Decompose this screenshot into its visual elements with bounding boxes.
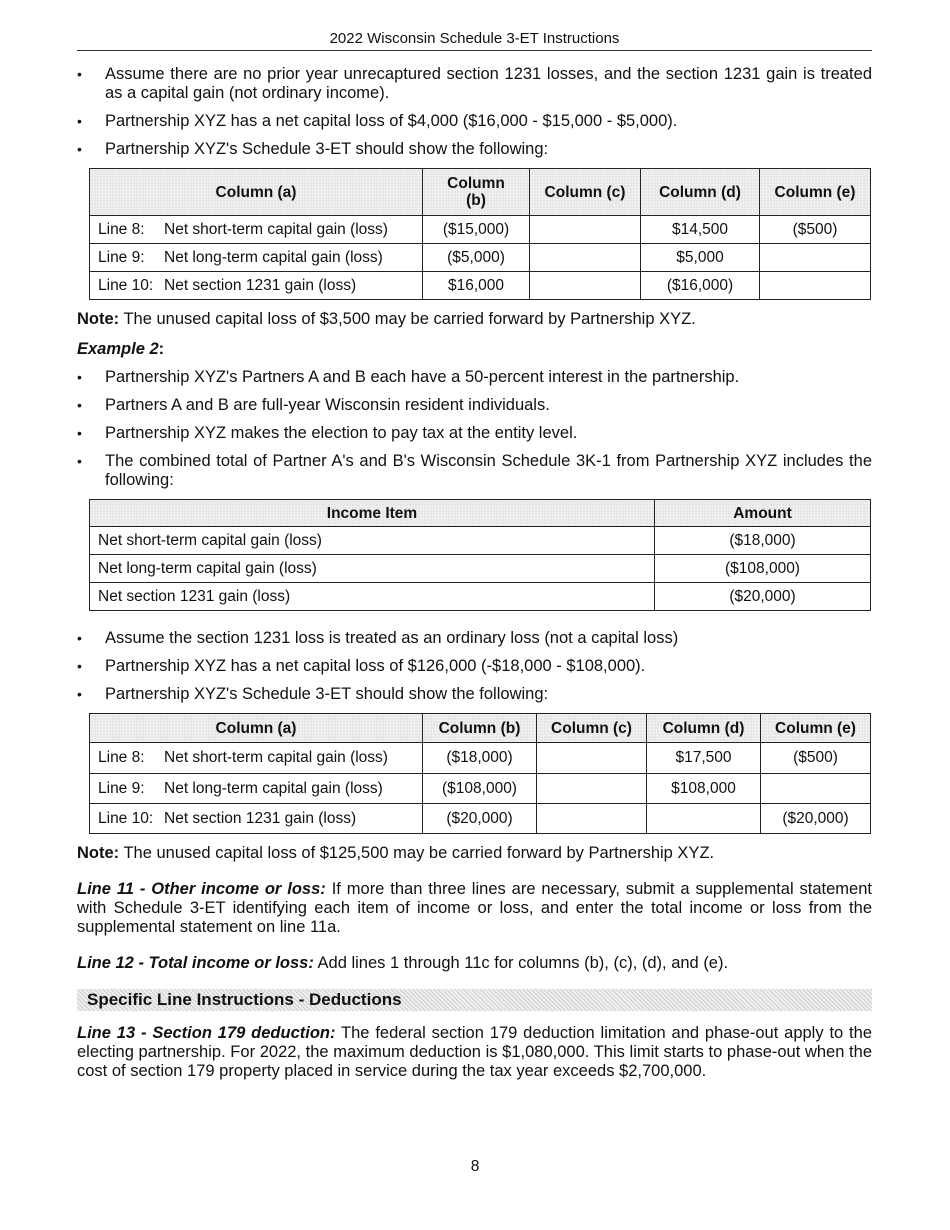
list-item: • Partners A and B are full-year Wisconsin resident individuals. [77,396,872,415]
list-item: • Partnership XYZ's Schedule 3-ET should show the following: [77,685,872,704]
line-13-paragraph: Line 13 - Section 179 deduction: The federal section 179 deduction limitation and phase-out apply to the electing partnership. For 2022, the maximum deduction is $1,080,000. This limit starts to phase-out when the cost of section 179 property placed in service during the tax year exceeds $2,700,000. [77,1024,872,1080]
table-row [90,527,871,555]
table-row [90,583,871,611]
value-cell: ($18,000) [423,743,537,774]
line-cell: Line 8: Net short-term capital gain (loss) [90,216,423,244]
value-cell [761,774,871,804]
schedule-table-example-2 [89,713,871,834]
value-cell [537,743,647,774]
amount-cell: ($20,000) [655,583,871,611]
income-item-table [89,499,871,611]
schedule-table-example-1 [89,168,871,300]
line-cell: Line 9: Net long-term capital gain (loss) [90,244,423,272]
list-item: • Partnership XYZ makes the election to pay tax at the entity level. [77,424,872,443]
value-cell: ($500) [761,743,871,774]
value-cell [530,272,641,300]
line-cell: Line 8: Net short-term capital gain (loss) [90,743,423,774]
column-header: Column (d) [647,714,761,743]
value-cell: $16,000 [423,272,530,300]
value-cell: ($20,000) [761,804,871,834]
list-item: • The combined total of Partner A's and B's Wisconsin Schedule 3K-1 from Partnership XYZ includes the following: [77,452,872,490]
list-item: • Partnership XYZ has a net capital loss of $126,000 (-$18,000 - $108,000). [77,657,872,676]
bullet-list-3 [77,629,872,704]
column-header: Column (e) [760,169,871,216]
column-header: Column (b) [423,714,537,743]
column-header: Column (c) [537,714,647,743]
bullet-list-2 [77,368,872,490]
line-12-paragraph: Line 12 - Total income or loss: Add lines 1 through 11c for columns (b), (c), (d), and (e). [77,954,729,972]
column-header: Column (e) [761,714,871,743]
item-cell: Net long-term capital gain (loss) [90,555,655,583]
table-row [90,272,871,300]
table-row [90,555,871,583]
table-row [90,774,871,804]
column-header: Column (b) [423,169,530,216]
list-item: • Assume the section 1231 loss is treated as an ordinary loss (not a capital loss) [77,629,872,648]
example-heading: Example 2: [77,340,165,358]
value-cell: ($500) [760,216,871,244]
value-cell: ($16,000) [641,272,760,300]
table-row [90,743,871,774]
value-cell: ($108,000) [423,774,537,804]
document-page [77,30,872,1081]
list-item: • Partnership XYZ's Partners A and B each have a 50-percent interest in the partnership. [77,368,872,387]
value-cell [530,244,641,272]
note-1: Note: The unused capital loss of $3,500 may be carried forward by Partnership XYZ. [77,310,696,328]
bullet-list-1 [77,65,872,159]
item-cell: Net short-term capital gain (loss) [90,527,655,555]
item-cell: Net section 1231 gain (loss) [90,583,655,611]
line-cell: Line 9: Net long-term capital gain (loss) [90,774,423,804]
value-cell [760,272,871,300]
column-header: Column (a) [90,169,423,216]
value-cell: ($15,000) [423,216,530,244]
value-cell: ($20,000) [423,804,537,834]
value-cell: $17,500 [647,743,761,774]
value-cell: $108,000 [647,774,761,804]
column-header: Amount [655,500,871,527]
table-row [90,804,871,834]
list-item: • Partnership XYZ's Schedule 3-ET should show the following: [77,140,872,159]
line-11-paragraph: Line 11 - Other income or loss: If more than three lines are necessary, submit a supplemental statement with Schedule 3-ET identifying each item of income or loss, and enter the total income or loss from the supplemental statement on line 11a. [77,880,872,936]
column-header: Column (c) [530,169,641,216]
column-header: Column (d) [641,169,760,216]
value-cell [537,804,647,834]
amount-cell: ($18,000) [655,527,871,555]
amount-cell: ($108,000) [655,555,871,583]
value-cell [530,216,641,244]
value-cell [537,774,647,804]
value-cell: $5,000 [641,244,760,272]
list-item: • Partnership XYZ has a net capital loss of $4,000 ($16,000 - $15,000 - $5,000). [77,112,872,131]
value-cell [760,244,871,272]
table-row [90,244,871,272]
value-cell: $14,500 [641,216,760,244]
list-item: • Assume there are no prior year unrecaptured section 1231 losses, and the section 1231 gain is treated as a capital gain (not ordinary income). [77,65,872,103]
table-row [90,216,871,244]
value-cell: ($5,000) [423,244,530,272]
page-header: 2022 Wisconsin Schedule 3-ET Instructions [77,30,872,51]
note-2: Note: The unused capital loss of $125,500 may be carried forward by Partnership XYZ. [77,844,715,862]
column-header: Income Item [90,500,655,527]
column-header: Column (a) [90,714,423,743]
page-number: 8 [470,1158,480,1175]
value-cell [647,804,761,834]
line-cell: Line 10: Net section 1231 gain (loss) [90,272,423,300]
line-cell: Line 10: Net section 1231 gain (loss) [90,804,423,834]
section-heading-deductions: Specific Line Instructions - Deductions [77,989,872,1011]
